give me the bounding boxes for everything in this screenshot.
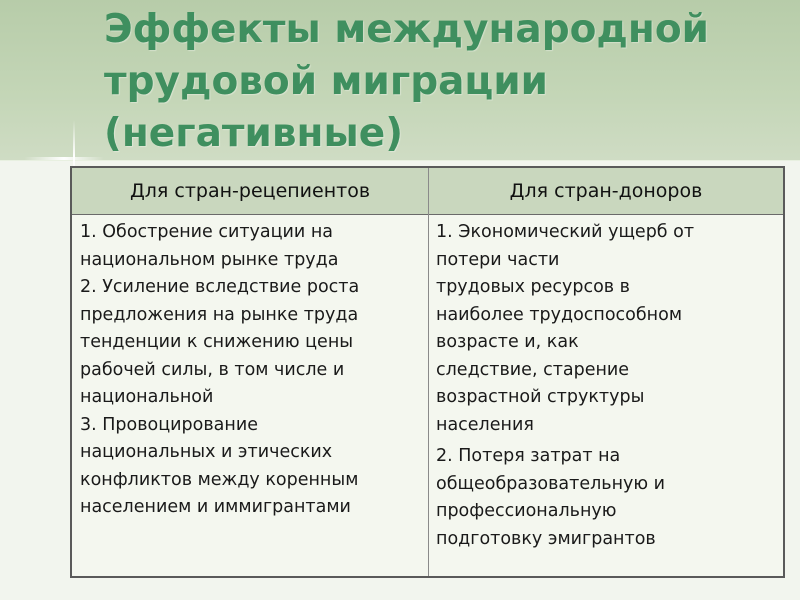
column-divider: [428, 168, 429, 576]
donors-cell: [436, 219, 776, 553]
effects-table: [70, 166, 785, 578]
donors-item-1: 1. Экономический ущерб от потери части трудовых ресурсов в наиболее трудоспособном возрасте и, как следствие, старение возрастной структуры населения: [436, 222, 695, 435]
donors-item-2: 2. Потеря затрат на общеобразовательную и профессиональную подготовку эмигрантов: [436, 446, 666, 549]
title-divider-line: [0, 160, 800, 161]
recipients-item-3: 3. Провоцирование национальных и этических конфликтов между коренным населением и иммигрантами: [80, 414, 359, 517]
recipients-cell: [80, 219, 426, 522]
header-donors: Для стран-доноров: [509, 180, 703, 202]
sparkle-decoration-horizontal: [24, 157, 104, 160]
slide-title: [104, 4, 794, 160]
slide-title-line-2: трудовой миграции: [104, 59, 548, 104]
recipients-item-1: 1. Обострение ситуации на национальном рынке труда: [80, 222, 339, 270]
slide-title-line-1: Эффекты международной: [104, 7, 709, 52]
header-recipients: Для стран-рецепиентов: [129, 180, 371, 202]
slide-title-line-3: (негативные): [104, 111, 404, 156]
recipients-item-2: 2. Усиление вследствие роста предложения на рынке труда тенденции к снижению цены рабочей силы, в том числе и национальной: [80, 277, 360, 407]
